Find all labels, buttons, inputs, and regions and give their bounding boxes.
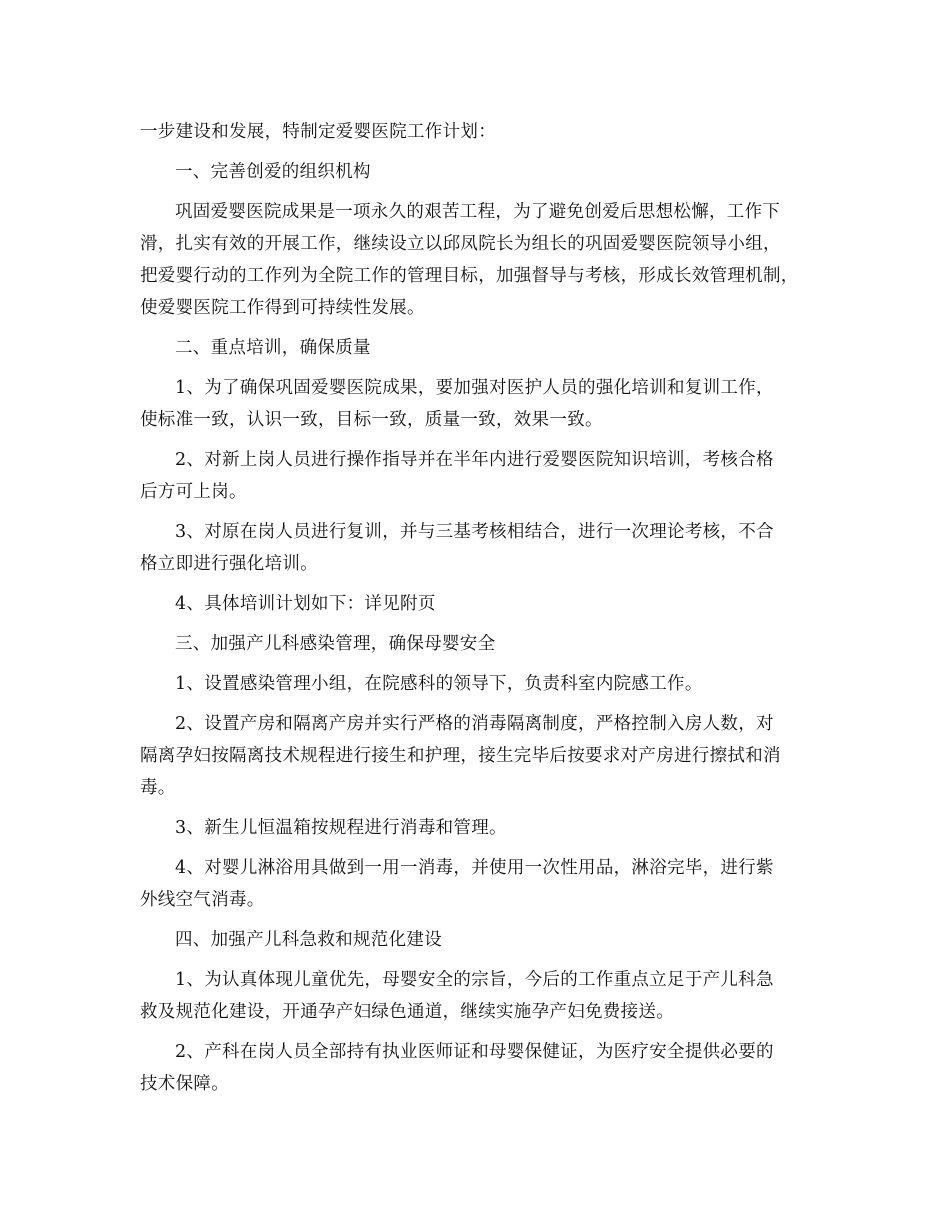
text-line: 滑，扎实有效的开展工作，继续设立以邱凤院长为组长的巩固爱婴医院领导小组，: [140, 234, 781, 254]
heading-text: 四、加强产儿科急救和规范化建设: [175, 930, 442, 950]
text-line: 把爱婴行动的工作列为全院工作的管理目标，加强督导与考核，形成长效管理机制，: [140, 266, 799, 286]
text-line: 使标准一致，认识一致，目标一致，质量一致，效果一致。: [140, 410, 603, 430]
text-line: 1、为认真体现儿童优先，母婴安全的宗旨，今后的工作重点立足于产儿科急: [175, 970, 774, 990]
text-line: 毒。: [140, 778, 176, 798]
paragraph-training-1: [140, 372, 840, 436]
paragraph-infection-3: [140, 812, 840, 844]
paragraph-infection-1: [140, 668, 840, 700]
text-line: 1、设置感染管理小组，在院感科的领导下，负责科室内院感工作。: [175, 674, 703, 694]
text-line: 3、新生儿恒温箱按规程进行消毒和管理。: [175, 818, 507, 838]
intro-paragraph: [140, 116, 840, 148]
section-heading-3: [140, 628, 840, 660]
text-line: 2、对新上岗人员进行操作指导并在半年内进行爱婴医院知识培训，考核合格: [175, 450, 774, 470]
heading-text: 三、加强产儿科感染管理，确保母婴安全: [175, 634, 496, 654]
text-line: 一步建设和发展，特制定爱婴医院工作计划：: [140, 122, 496, 142]
text-line: 1、为了确保巩固爱婴医院成果，要加强对医护人员的强化培训和复训工作，: [175, 378, 774, 398]
heading-text: 二、重点培训，确保质量: [175, 338, 371, 358]
paragraph-training-2: [140, 444, 840, 508]
paragraph-training-4: [140, 588, 840, 620]
text-line: 2、产科在岗人员全部持有执业医师证和母婴保健证，为医疗安全提供必要的: [175, 1042, 774, 1062]
section-heading-4: [140, 924, 840, 956]
text-line: 巩固爱婴医院成果是一项永久的艰苦工程，为了避免创爱后思想松懈，工作下: [175, 202, 781, 222]
text-line: 格立即进行强化培训。: [140, 554, 318, 574]
paragraph-organization: [140, 196, 840, 324]
text-line: 技术保障。: [140, 1074, 229, 1094]
section-heading-1: [140, 156, 840, 188]
text-line: 外线空气消毒。: [140, 890, 265, 910]
paragraph-infection-4: [140, 852, 840, 916]
heading-text: 一、完善创爱的组织机构: [175, 162, 371, 182]
text-line: 隔离孕妇按隔离技术规程进行接生和护理，接生完毕后按要求对产房进行擦拭和消: [140, 746, 781, 766]
text-line: 后方可上岗。: [140, 482, 247, 502]
text-line: 救及规范化建设，开通孕产妇绿色通道，继续实施孕产妇免费接送。: [140, 1002, 674, 1022]
paragraph-emergency-2: [140, 1036, 840, 1100]
text-line: 3、对原在岗人员进行复训，并与三基考核相结合，进行一次理论考核，不合: [175, 522, 774, 542]
text-line: 4、对婴儿淋浴用具做到一用一消毒，并使用一次性用品，淋浴完毕，进行紫: [175, 858, 774, 878]
paragraph-training-3: [140, 516, 840, 580]
section-heading-2: [140, 332, 840, 364]
paragraph-emergency-1: [140, 964, 840, 1028]
document-body: [140, 116, 840, 1100]
text-line: 2、设置产房和隔离产房并实行严格的消毒隔离制度，严格控制入房人数，对: [175, 714, 774, 734]
text-line: 4、具体培训计划如下：详见附页: [175, 594, 436, 614]
paragraph-infection-2: [140, 708, 840, 804]
text-line: 使爱婴医院工作得到可持续性发展。: [140, 298, 425, 318]
